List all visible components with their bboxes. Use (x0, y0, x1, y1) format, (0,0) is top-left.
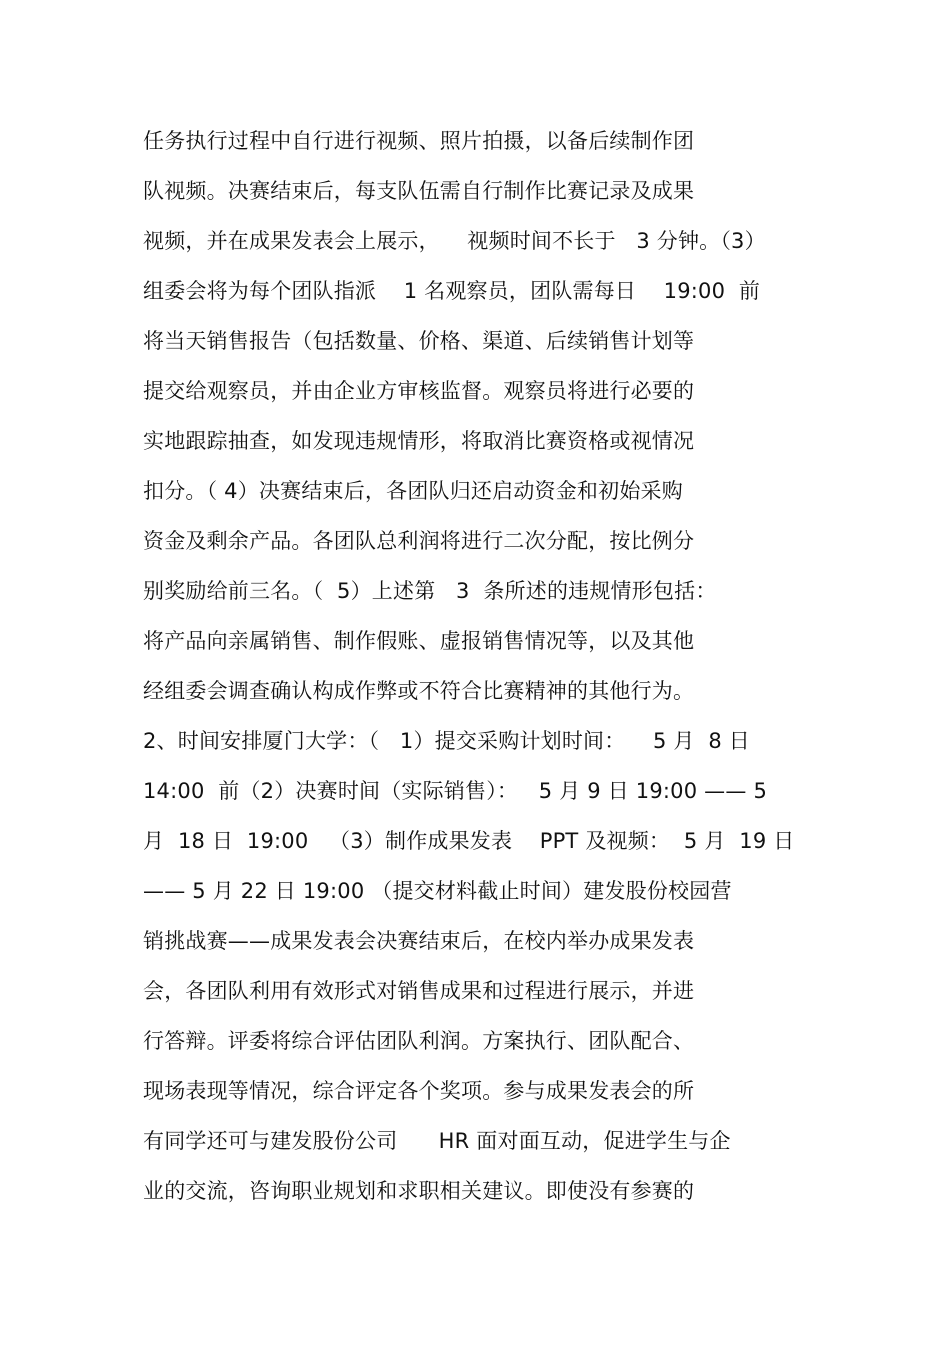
text-line: 现场表现等情况，综合评定各个奖项。参与成果发表会的所 (143, 1079, 695, 1103)
text-line: 业的交流，咨询职业规划和求职相关建议。即使没有参赛的 (143, 1179, 695, 1203)
text-line: 提交给观察员，并由企业方审核监督。观察员将进行必要的 (143, 379, 695, 403)
text-line: 2、时间安排厦门大学：（ 1）提交采购计划时间： 5 月 8 日 (143, 729, 750, 753)
text-line: —— 5 月 22 日 19:00 （提交材料截止时间）建发股份校园营 (143, 879, 732, 903)
text-line: 任务执行过程中自行进行视频、照片拍摄，以备后续制作团 (143, 129, 695, 153)
text-line: 实地跟踪抽查，如发现违规情形，将取消比赛资格或视情况 (143, 429, 695, 453)
text-line: 经组委会调查确认构成作弊或不符合比赛精神的其他行为。 (143, 679, 695, 703)
text-line: 资金及剩余产品。各团队总利润将进行二次分配，按比例分 (143, 529, 695, 553)
text-line: 队视频。决赛结束后，每支队伍需自行制作比赛记录及成果 (143, 179, 695, 203)
text-line: 会，各团队利用有效形式对销售成果和过程进行展示，并进 (143, 979, 695, 1003)
text-line: 组委会将为每个团队指派 1 名观察员，团队需每日 19:00 前 (143, 279, 761, 303)
text-line: 销挑战赛——成果发表会决赛结束后，在校内举办成果发表 (143, 929, 695, 953)
text-line: 别奖励给前三名。（ 5）上述第 3 条所述的违规情形包括： (143, 579, 717, 603)
text-line: 将产品向亲属销售、制作假账、虚报销售情况等，以及其他 (143, 629, 695, 653)
text-line: 有同学还可与建发股份公司 HR 面对面互动，促进学生与企 (143, 1129, 731, 1153)
text-line: 扣分。（ 4）决赛结束后，各团队归还启动资金和初始采购 (143, 479, 683, 503)
body-text (143, 124, 843, 1224)
text-line: 行答辩。评委将综合评估团队利润。方案执行、团队配合、 (143, 1029, 695, 1053)
text-line: 月 18 日 19:00 （3）制作成果发表 PPT 及视频： 5 月 19 日 (143, 829, 795, 853)
text-line: 将当天销售报告（包括数量、价格、渠道、后续销售计划等 (143, 329, 695, 353)
text-line: 视频，并在成果发表会上展示， 视频时间不长于 3 分钟。（3） (143, 229, 766, 253)
text-line: 14:00 前（2）决赛时间（实际销售）： 5 月 9 日 19:00 —— 5 (143, 779, 768, 803)
